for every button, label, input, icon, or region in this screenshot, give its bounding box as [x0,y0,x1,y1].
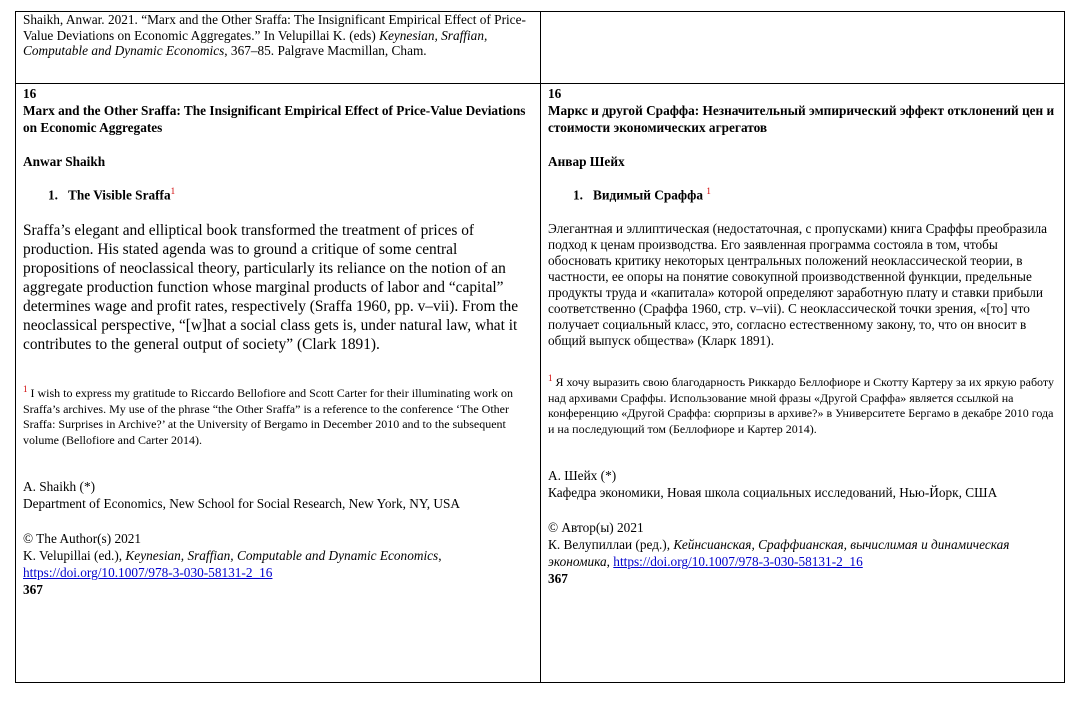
footnote-text: I wish to express my gratitude to Riccardo Bellofiore and Scott Carter for their illuminating work on Sraffa’s archives. My use of the phrase “the Other Sraffa” is a reference to the conference ‘The Other Sraffa: Surprises in Archive?’ at the University of Bergamo in December 2010 and to the subsequent volume (Bellofiore and Carter 2014). [23,386,514,447]
author-affiliation [23,478,533,512]
footnote [548,371,1058,437]
copyright-block [23,530,533,598]
author-mark: A. Shaikh (*) [23,479,96,495]
chapter-number: 16 [23,86,37,101]
author-affiliation [548,467,1058,501]
doi-link[interactable]: https://doi.org/10.1007/978-3-030-58131-2_16 [23,565,273,581]
russian-column [548,85,1058,587]
english-column [23,85,533,598]
affiliation-text: Department of Economics, New School for Social Research, New York, NY, USA [23,496,460,512]
citation-book-title: Кейнсианская, Сраффианская, вычислимая и динамическая экономика [548,537,1010,570]
section-heading-text: 1. Видимый Сраффа [573,187,707,203]
body-paragraph: Элегантная и эллиптическая (недостаточная, с пропусками) книга Сраффы преобразила подход к ценам производства. Его заявленная программа состояла в том, чтобы обосновать критику некоторых центральных положений неоклассической теории, в частности, ее опоры на понятие совокупной производственной функции, предельные продукты труда и «капитала» которой определяют заработную плату и ставки прибыли соответственно (Сраффа 1960, стр. v–vii). С неоклассической точки зрения, «[то] что получает социальный класс, это, согласно естественному закону, то, что он вносит в общий выпуск общества» (Кларк 1891). [548,221,1047,349]
copyright-line: © Автор(ы) 2021 [548,520,644,536]
chapter-title: Marx and the Other Sraffa: The Insignificant Empirical Effect of Price-Value Deviations on Economic Aggregates [23,103,526,135]
chapter-number: 16 [548,86,562,101]
author-mark: А. Шейх (*) [548,468,617,484]
copyright-block [548,519,1058,587]
row-divider [15,83,1065,84]
citation-line [548,536,1058,570]
section-heading [23,186,533,203]
citation-prefix: К. Велупиллаи (ред.), [548,537,674,553]
footnote-marker[interactable]: 1 [170,186,176,196]
page-number: 367 [548,571,568,587]
footnote [23,382,533,448]
reference-text-b: , 367–85. Palgrave Macmillan, Cham. [224,43,427,59]
footnote-number: 1 [548,373,553,384]
affiliation-text: Кафедра экономики, Новая школа социальных исследований, Нью-Йорк, США [548,485,998,501]
section-heading-text: 1. The Visible Sraffa [48,187,171,203]
citation-suffix: , [438,548,442,564]
citation-line [23,547,533,564]
copyright-line: © The Author(s) 2021 [23,531,142,547]
column-divider [540,11,541,683]
footnote-number: 1 [23,384,28,395]
author-name: Анвар Шейх [548,154,625,169]
section-heading [548,186,1058,203]
citation-suffix: , [606,554,614,570]
citation-prefix: K. Velupillai (ed.), [23,548,126,564]
citation-book-title: Keynesian, Sraffian, Computable and Dynamic Economics [125,548,439,564]
footnote-marker[interactable]: 1 [706,186,711,196]
reference-cell [23,12,533,59]
chapter-title: Маркс и другой Сраффа: Незначительный эмпирический эффект отклонений цен и стоимости экономических агрегатов [548,103,1055,135]
reference-text-a: Shaikh, Anwar. 2021. “Marx and the Other Sraffa: The Insignificant Empirical Effect of Price-Value Deviations on Economic Aggregates.” In Velupillai K. (eds) [23,12,526,43]
author-name: Anwar Shaikh [23,154,106,169]
doi-link[interactable]: https://doi.org/10.1007/978-3-030-58131-2_16 [613,554,863,570]
footnote-text: Я хочу выразить свою благодарность Риккардо Беллофиоре и Скотту Картеру за их яркую работу над архивами Сраффы. Использование мной фразы «Другой Сраффа» является ссылкой на конференцию «Другой Сраффа: сюрпризы в архиве?» в Университете Бергамо в декабре 2010 года и на последующий том (Беллофиоре и Картер 2014). [548,375,1054,436]
body-paragraph: Sraffa’s elegant and elliptical book transformed the treatment of prices of production. His stated agenda was to ground a critique of some central propositions of neoclassical theory, particularly its reliance on the notion of an aggregate production function whose marginal products of labor and “capital” determines wage and profit rates, respectively (Sraffa 1960, pp. v–vii). From the neoclassical perspective, “[w]hat a social class gets is, under natural law, what it contributes to the general output of society” (Clark 1891). [23,222,519,354]
reference-book-title: Keynesian, Sraffian, Computable and Dynamic Economics [23,27,488,59]
page-number: 367 [23,582,43,598]
